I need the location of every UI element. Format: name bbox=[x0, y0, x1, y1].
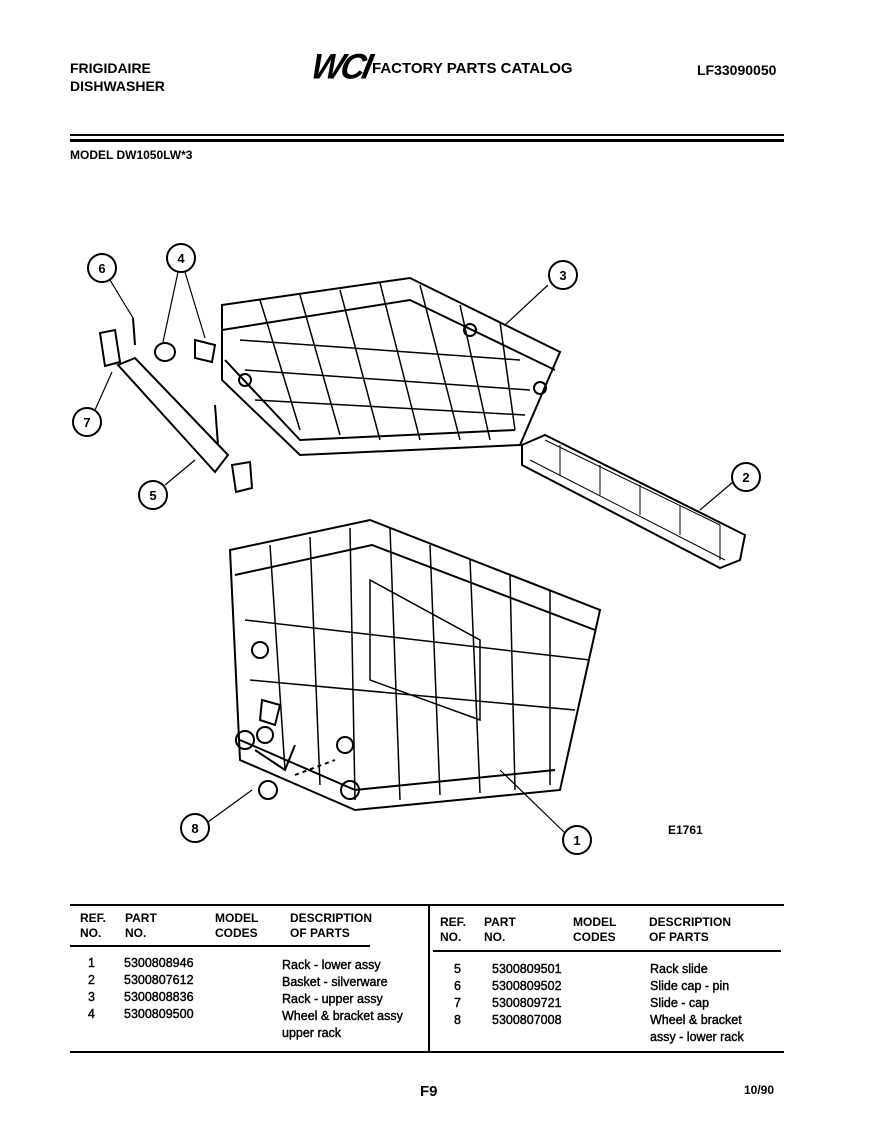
header-part: PART NO. bbox=[484, 915, 516, 944]
rack-slide bbox=[100, 318, 335, 799]
header-codes: MODEL CODES bbox=[573, 915, 617, 944]
callout-5 bbox=[139, 481, 167, 509]
table-header-rule bbox=[433, 950, 781, 952]
header-desc: DESCRIPTION OF PARTS bbox=[649, 915, 732, 944]
callout-1 bbox=[563, 826, 591, 854]
table-top-rule bbox=[70, 904, 784, 906]
brand: FRIGIDAIRE bbox=[70, 60, 151, 76]
header-ref: REF. NO. bbox=[80, 911, 107, 940]
ref-column: 5 6 7 8 bbox=[454, 962, 461, 1027]
table-divider bbox=[428, 905, 430, 1051]
svg-text:8: 8 bbox=[191, 821, 199, 836]
svg-text:4: 4 bbox=[177, 251, 185, 266]
svg-text:6: 6 bbox=[98, 261, 106, 276]
part-column: 5300809501 5300809502 5300809721 5300807008 bbox=[492, 962, 562, 1027]
svg-text:1: 1 bbox=[573, 833, 581, 848]
revision-date: 10/90 bbox=[744, 1083, 775, 1097]
part-column: 5300808946 5300807612 5300808836 5300809500 bbox=[124, 956, 194, 1021]
silverware-basket bbox=[522, 435, 745, 568]
figure-id: E1761 bbox=[668, 823, 703, 837]
callout-2 bbox=[732, 463, 760, 491]
product: DISHWASHER bbox=[70, 78, 165, 94]
wci-logo: WCI bbox=[307, 47, 374, 87]
header-desc: DESCRIPTION OF PARTS bbox=[290, 911, 373, 940]
callout-8 bbox=[181, 814, 209, 842]
table-header-rule bbox=[70, 945, 370, 947]
header-part: PART NO. bbox=[125, 911, 157, 940]
desc-column: Rack slide Slide cap - pin Slide - cap Wheel & bracket assy - lower rack bbox=[650, 962, 744, 1044]
desc-column: Rack - lower assy Basket - silverware Rack - upper assy Wheel & bracket assy upper rack bbox=[282, 958, 403, 1040]
callout-6 bbox=[88, 254, 116, 282]
upper-rack bbox=[222, 278, 560, 455]
leader-lines bbox=[95, 272, 733, 833]
callout-3 bbox=[549, 261, 577, 289]
svg-text:7: 7 bbox=[83, 415, 91, 430]
header-codes: MODEL CODES bbox=[215, 911, 259, 940]
page-number: F9 bbox=[420, 1083, 438, 1100]
svg-text:2: 2 bbox=[742, 470, 750, 485]
callout-4 bbox=[167, 244, 195, 272]
header-ref: REF. NO. bbox=[440, 915, 467, 944]
callout-7 bbox=[73, 408, 101, 436]
catalog-number: LF33090050 bbox=[697, 62, 777, 78]
ref-column: 1 2 3 4 bbox=[88, 956, 95, 1021]
model-number: MODEL DW1050LW*3 bbox=[70, 148, 193, 162]
table-bottom-rule bbox=[70, 1051, 784, 1053]
svg-text:3: 3 bbox=[559, 268, 567, 283]
callouts bbox=[73, 244, 760, 854]
svg-text:5: 5 bbox=[149, 488, 157, 503]
catalog-title: FACTORY PARTS CATALOG bbox=[372, 60, 573, 77]
